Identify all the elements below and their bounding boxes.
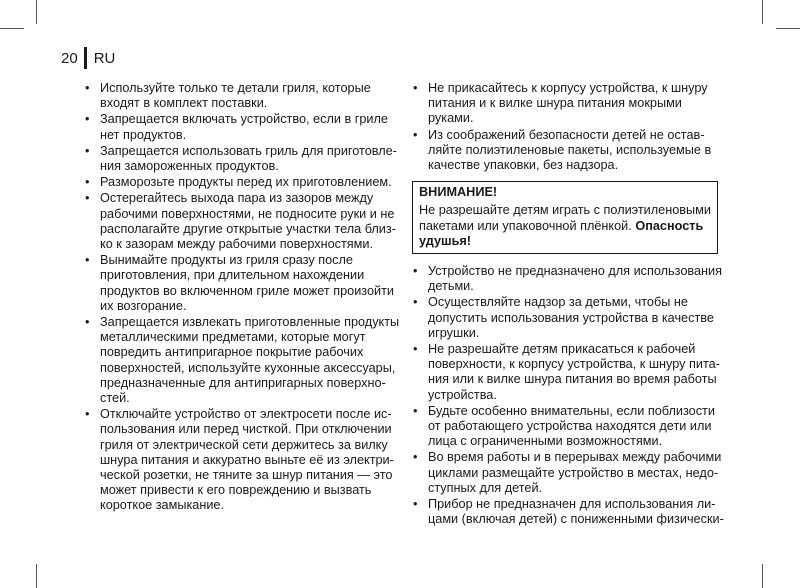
list-item-line: располагайте другие открытые участки тела близ- (100, 221, 396, 236)
list-item-line: предназначенные для антипригарных поверхно- (100, 375, 386, 390)
list-item-line: лица с ограниченными возможностями. (428, 434, 663, 449)
list-item (410, 81, 716, 127)
crop-mark (762, 564, 763, 588)
list-item-line: • Остерегайтесь выхода пара из зазоров между (100, 191, 374, 206)
safety-list (410, 264, 724, 527)
list-item-line: • Используйте только те детали гриля, которые (100, 81, 371, 95)
warning-text: пакетами или упаковочной плёнкой. (419, 218, 636, 233)
list-item-line: циклами размещайте устройство в местах, недо- (428, 465, 719, 480)
list-item-line: ния замороженных продуктов. (100, 159, 279, 174)
page-header (61, 47, 115, 69)
list-item (410, 450, 722, 496)
language-code: RU (93, 49, 116, 67)
list-item-line: • Запрещается извлекать приготовленные продукты (100, 315, 400, 330)
list-item-line: детьми. (428, 279, 474, 294)
list-item-line: нет продуктов. (100, 127, 187, 142)
list-item-line: • Из соображений безопасности детей не остав- (428, 127, 705, 142)
list-item-line: • Будьте особенно внимательны, если поблизости (428, 403, 715, 418)
safety-list (82, 81, 400, 514)
list-item-line: • Во время работы и в перерывах между рабочими (428, 450, 722, 465)
list-item-line: короткое замыкание. (100, 498, 225, 513)
list-item-line: • Разморозьте продукты перед их приготовлением. (100, 175, 392, 190)
warning-box (412, 181, 718, 254)
list-item-line: их возгорание. (100, 298, 187, 313)
list-item-line: руками. (428, 111, 474, 126)
list-item-line: допустить использования устройства в качестве (428, 310, 714, 325)
list-item-line: ступных для детей. (428, 480, 543, 495)
list-item-line: • Запрещается использовать гриль для приготовле- (100, 143, 397, 158)
list-item-line: продуктов во включенном гриле может произойти (100, 283, 395, 298)
crop-mark (0, 28, 24, 29)
list-item-line: • Прибор не предназначен для использования ли- (428, 497, 716, 512)
list-item-line: • Осуществляйте надзор за детьми, чтобы не (428, 295, 688, 310)
list-item (82, 112, 390, 142)
list-item-line: пользования или перед чисткой. При отключении (100, 422, 392, 437)
list-item-line: ния или к вилке шнура питания во время работы (428, 372, 717, 387)
left-column (82, 81, 400, 515)
warning-title: ВНИМАНИЕ! (419, 185, 498, 200)
list-item-line: • Вынимайте продукты из гриля сразу после (100, 253, 353, 268)
list-item-line: стей. (100, 391, 130, 406)
list-item (82, 315, 400, 406)
list-item-line: металлическими предметами, которые могут (100, 330, 366, 345)
list-item-line: • Запрещается включать устройство, если в гриле (100, 112, 388, 127)
list-item-line: шнура питания и аккуратно выньте её из электри- (100, 452, 394, 467)
crop-mark (36, 564, 37, 588)
crop-mark (762, 0, 763, 24)
list-item-line: игрушки. (428, 325, 480, 340)
crop-mark (776, 28, 800, 29)
list-item-line: гриля от электрической сети держитесь за вилку (100, 437, 388, 452)
list-item-line: поверхности, к корпусу устройства, к шнуру пита- (428, 357, 720, 372)
list-item-line: может привести к его повреждению и вызвать (100, 483, 372, 498)
list-item (82, 253, 395, 314)
list-item-line: поверхностей, используйте кухонные аксессуары, (100, 360, 396, 375)
list-item-line: ко к зазорам между рабочими поверхностями. (100, 237, 374, 252)
page-number: 20 (61, 49, 78, 67)
warning-line (419, 219, 711, 234)
list-item (82, 175, 390, 190)
list-item-line: ляйте полиэтиленовые пакеты, используемые в (428, 142, 712, 157)
list-item-line: устройства. (428, 387, 497, 402)
list-item-line: • Устройство не предназначено для использования (428, 264, 723, 279)
warning-emphasis: Опасность (635, 218, 704, 233)
list-item (410, 342, 720, 403)
warning-line: Не разрешайте детям играть с полиэтиленовыми (419, 203, 711, 218)
list-item (410, 128, 716, 174)
list-item-line: • Не прикасайтесь к корпусу устройства, к шнуру (428, 81, 708, 95)
list-item (410, 295, 716, 341)
list-item (410, 497, 724, 527)
list-item (82, 191, 396, 252)
list-item-line: от работающего устройства находятся дети или (428, 419, 712, 434)
warning-emphasis: удушья! (419, 233, 472, 248)
list-item-line: питания и к вилке шнура питания мокрыми (428, 96, 682, 111)
list-item (82, 407, 394, 513)
list-item-line: • Отключайте устройство от электросети после ис- (100, 407, 392, 422)
list-item-line: приготовления, при длительном нахождении (100, 268, 365, 283)
list-item (82, 143, 397, 174)
list-item-line: ческой розетки, не тяните за шнур питания — это (100, 468, 393, 483)
warning-body (419, 203, 711, 249)
list-item (410, 264, 723, 294)
list-item-line: качестве упаковки, без надзора. (428, 158, 619, 173)
list-item-line: • Не разрешайте детям прикасаться к рабочей (428, 342, 696, 357)
list-item-line: повредить антипригарное покрытие рабочих (100, 345, 364, 360)
crop-mark (36, 0, 37, 24)
safety-list (410, 81, 716, 173)
list-item (82, 81, 390, 111)
list-item-line: входят в комплект поставки. (100, 96, 268, 111)
right-column (410, 81, 724, 528)
header-divider (84, 47, 87, 69)
list-item (410, 404, 716, 450)
list-item-line: цами (включая детей) с пониженными физически- (428, 512, 724, 527)
list-item-line: рабочими поверхностями, не подносите руки и не (100, 206, 395, 221)
